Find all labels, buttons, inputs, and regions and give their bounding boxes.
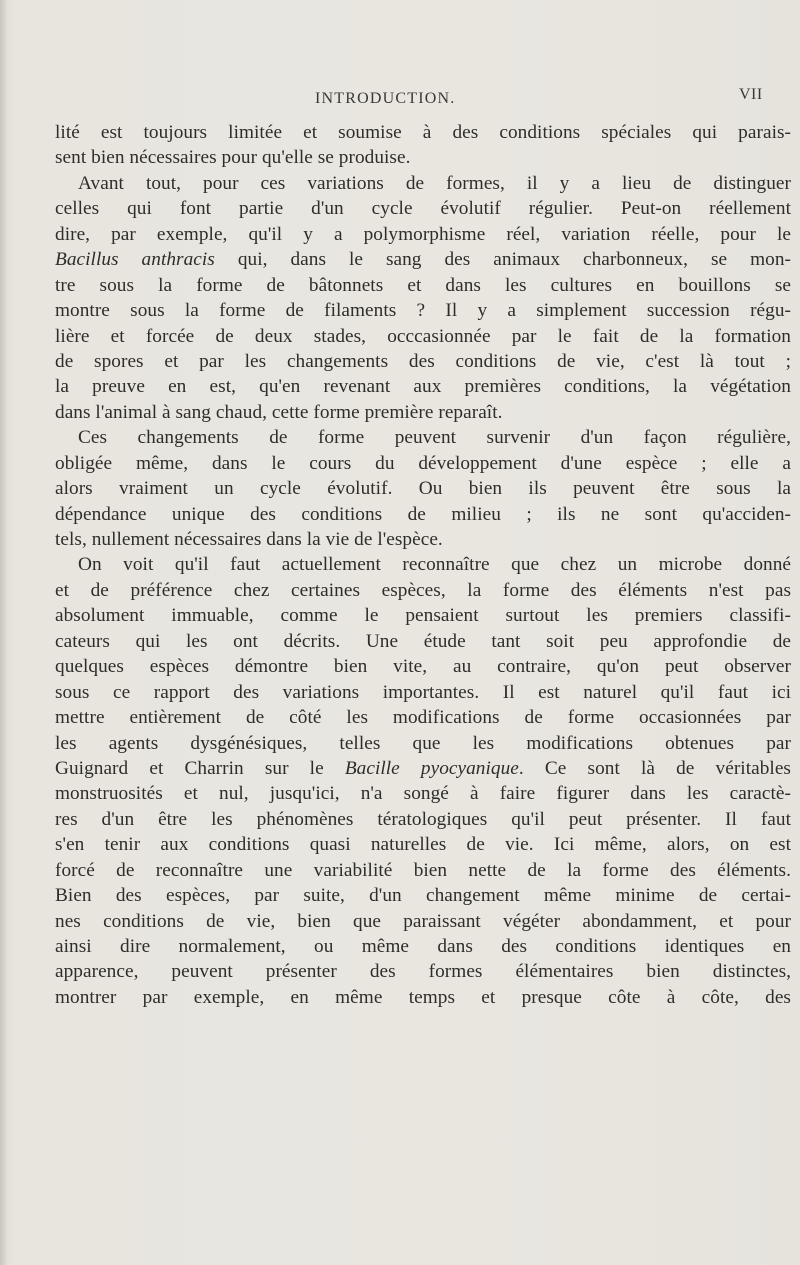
text-line: montre sous la forme de filaments ? Il y a simplement succession régu-	[55, 300, 791, 322]
text-line-rest: qui, dans le sang des animaux charbonneux, se mon-	[214, 249, 791, 271]
text-line: les agents dysgénésiques, telles que les modifications obtenues par	[55, 732, 791, 754]
page-number: VII	[739, 86, 763, 103]
text-line: apparence, peuvent présenter des formes élémentaires bien distinctes,	[55, 961, 791, 983]
text-line: monstruosités et nul, jusqu'ici, n'a songé à faire figurer dans les caractè-	[55, 783, 791, 805]
page-binding-edge	[0, 0, 7, 1265]
text-line: quelques espèces démontre bien vite, au contraire, qu'on peut observer	[55, 656, 791, 678]
text-line: lité est toujours limitée et soumise à des conditions spéciales qui parais-	[55, 122, 791, 143]
species-name-italic: Bacillus anthracis	[55, 249, 215, 271]
text-line	[55, 247, 791, 272]
text-line: nes conditions de vie, bien que paraissant végéter abondamment, et pour	[55, 910, 791, 932]
text-line: dire, par exemple, qu'il y a polymorphisme réel, variation réelle, pour le	[55, 223, 791, 245]
text-line: tre sous la forme de bâtonnets et dans les cultures en bouillons se	[55, 274, 791, 296]
text-line: Avant tout, pour ces variations de formes, il y a lieu de distinguer	[78, 172, 791, 194]
text-line: et de préférence chez certaines espèces, la forme des éléments n'est pas	[55, 579, 791, 601]
text-line: ainsi dire normalement, ou même dans des conditions identiques en	[55, 936, 791, 957]
text-line: sent bien nécessaires pour qu'elle se produise.	[55, 147, 411, 169]
text-line: tels, nullement nécessaires dans la vie de l'espèce.	[55, 529, 443, 550]
text-line: Bien des espèces, par suite, d'un changement même minime de certai-	[55, 885, 791, 907]
running-title: INTRODUCTION.	[315, 90, 456, 107]
body-text	[55, 120, 791, 1010]
text-line: mettre entièrement de côté les modifications de forme occasionnées par	[55, 707, 791, 729]
text-line: s'en tenir aux conditions quasi naturelles de vie. Ici même, alors, on est	[55, 834, 791, 856]
text-line: celles qui font partie d'un cycle évolutif régulier. Peut-on réellement	[55, 198, 791, 220]
text-line: forcé de reconnaître une variabilité bien nette de la forme des éléments.	[55, 859, 791, 881]
text-line-before: Guignard et Charrin sur le	[55, 757, 345, 779]
text-line: dépendance unique des conditions de milieu ; ils ne sont qu'acciden-	[55, 503, 791, 525]
text-line: sous ce rapport des variations importantes. Il est naturel qu'il faut ici	[55, 681, 791, 703]
text-line	[55, 756, 791, 781]
text-line: montrer par exemple, en même temps et presque côte à côte, des	[55, 986, 791, 1008]
text-line: absolument immuable, comme le pensaient surtout les premiers classifi-	[55, 605, 791, 627]
text-line: dans l'animal à sang chaud, cette forme première reparaît.	[55, 401, 503, 423]
text-line: obligée même, dans le cours du développement d'une espèce ; elle a	[55, 452, 791, 474]
text-line-rest: . Ce sont là de véritables	[518, 757, 791, 779]
text-line: la preuve en est, qu'en revenant aux premières conditions, la végétation	[55, 376, 791, 398]
text-line: On voit qu'il faut actuellement reconnaître que chez un microbe donné	[78, 554, 791, 576]
text-line: lière et forcée de deux stades, occcasionnée par le fait de la formation	[55, 325, 791, 347]
text-line: res d'un être les phénomènes tératologiques qu'il peut présenter. Il faut	[55, 808, 791, 830]
running-head	[0, 86, 800, 116]
species-name-italic: Bacille pyocyanique	[344, 757, 519, 779]
text-line: Ces changements de forme peuvent survenir d'un façon régulière,	[78, 427, 791, 449]
text-line: cateurs qui les ont décrits. Une étude tant soit peu approfondie de	[55, 630, 791, 652]
text-line: alors vraiment un cycle évolutif. Ou bien ils peuvent être sous la	[55, 478, 791, 500]
text-line: de spores et par les changements des conditions de vie, c'est là tout ;	[55, 350, 791, 372]
